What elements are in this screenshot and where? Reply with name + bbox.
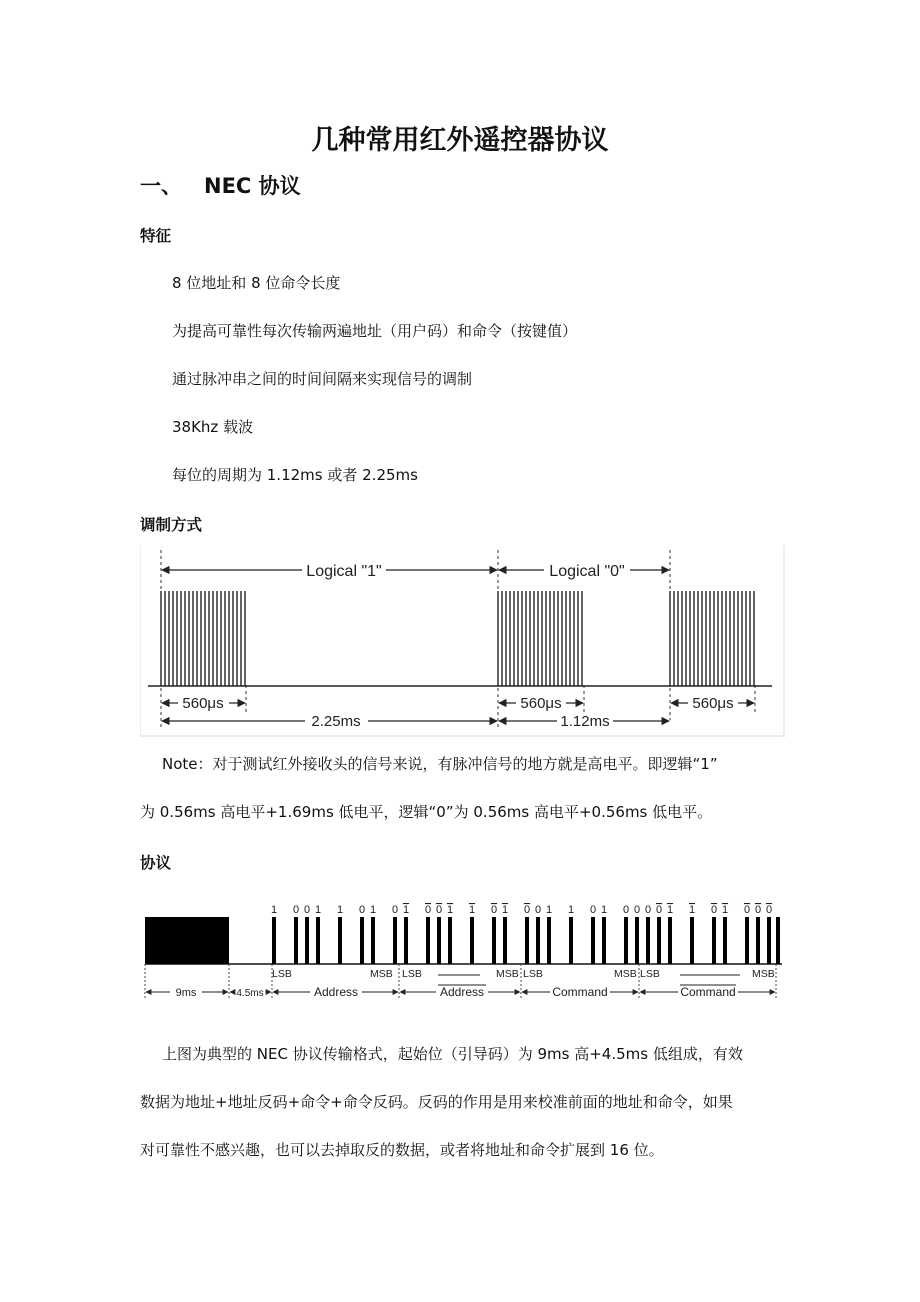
bit-pulse bbox=[404, 917, 408, 964]
bit-value-label: 1 bbox=[468, 904, 476, 916]
feature-item: 通过脉冲串之间的时间间隔来实现信号的调制 bbox=[172, 370, 473, 388]
lsb-label: LSB bbox=[640, 968, 660, 980]
page-title: 几种常用红外遥控器协议 bbox=[311, 125, 609, 156]
msb-label: MSB bbox=[496, 968, 519, 980]
bit-pulse bbox=[492, 917, 496, 964]
note-line: Note：对于测试红外接收头的信号来说，有脉冲信号的地方就是高电平。即逻辑“1” bbox=[162, 755, 718, 773]
logical-zero-label: Logical "0" bbox=[549, 563, 625, 580]
note-line: 为 0.56ms 高电平+1.69ms 低电平，逻辑“0”为 0.56ms 高电平+0.56ms 低电平。 bbox=[140, 803, 713, 821]
address-inverse-label: Address bbox=[439, 985, 485, 999]
bit-value-label: 0 bbox=[303, 904, 311, 916]
feature-item: 为提高可靠性每次传输两遍地址（用户码）和命令（按键值） bbox=[172, 322, 578, 340]
bit-value-label: 1 bbox=[545, 904, 553, 916]
bit-value-label: 0 bbox=[292, 904, 300, 916]
bit-value-label: 0 bbox=[358, 904, 366, 916]
bit-value-label: 0 bbox=[633, 904, 641, 916]
section-number: 一、 bbox=[140, 174, 182, 198]
section-title: NEC 协议 bbox=[204, 174, 301, 198]
bit-value-label: 0 bbox=[622, 904, 630, 916]
pulse-width-label: 560μs bbox=[692, 695, 734, 712]
bit-value-label: 0 bbox=[765, 904, 773, 916]
feature-item: 8 位地址和 8 位命令长度 bbox=[172, 274, 341, 292]
bit-value-label: 1 bbox=[369, 904, 377, 916]
bit-value-label: 1 bbox=[314, 904, 322, 916]
bit-pulse bbox=[624, 917, 628, 964]
modulation-heading: 调制方式 bbox=[140, 516, 203, 534]
description-line: 对可靠性不感兴趣，也可以去掉取反的数据，或者将地址和命令扩展到 16 位。 bbox=[140, 1141, 664, 1159]
bit-pulse bbox=[338, 917, 342, 964]
bit-pulse bbox=[448, 917, 452, 964]
command-label: Command bbox=[552, 985, 608, 999]
bit-value-label: 0 bbox=[710, 904, 718, 916]
bit-pulse bbox=[591, 917, 595, 964]
bit-value-label: 1 bbox=[688, 904, 696, 916]
bit-pulse bbox=[767, 917, 771, 964]
bit-pulse bbox=[294, 917, 298, 964]
bit-pulse bbox=[547, 917, 551, 964]
bit-value-label: 0 bbox=[391, 904, 399, 916]
description-line: 上图为典型的 NEC 协议传输格式，起始位（引导码）为 9ms 高+4.5ms 低组成，有效 bbox=[162, 1045, 743, 1063]
protocol-heading: 协议 bbox=[140, 854, 172, 872]
logical-one-label: Logical "1" bbox=[306, 563, 382, 580]
command-inverse-label: Command bbox=[680, 985, 736, 999]
bit-pulse bbox=[437, 917, 441, 964]
bit-pulse bbox=[756, 917, 760, 964]
bit-value-label: 0 bbox=[743, 904, 751, 916]
bit-value-label: 0 bbox=[589, 904, 597, 916]
bit-pulse bbox=[503, 917, 507, 964]
bit-pulse bbox=[657, 917, 661, 964]
bit-value-label: 0 bbox=[655, 904, 663, 916]
period-zero-label: 1.12ms bbox=[560, 713, 610, 730]
modulation-timing-diagram bbox=[140, 545, 785, 737]
lsb-label: LSB bbox=[402, 968, 422, 980]
bit-pulse bbox=[646, 917, 650, 964]
bit-pulse bbox=[393, 917, 397, 964]
features-heading: 特征 bbox=[140, 227, 172, 245]
address-label: Address bbox=[313, 985, 359, 999]
bit-value-label: 1 bbox=[567, 904, 575, 916]
bit-pulse bbox=[272, 917, 276, 964]
bit-value-label: 0 bbox=[644, 904, 652, 916]
section-heading-nec bbox=[140, 170, 301, 200]
bit-value-label: 1 bbox=[446, 904, 454, 916]
bit-value-label: 1 bbox=[501, 904, 509, 916]
bit-value-label: 0 bbox=[435, 904, 443, 916]
pulse-width-label: 560μs bbox=[520, 695, 562, 712]
bit-pulse bbox=[426, 917, 430, 964]
bit-pulse bbox=[536, 917, 540, 964]
nec-frame-diagram bbox=[140, 895, 785, 1013]
bit-value-label: 0 bbox=[523, 904, 531, 916]
stop-pulse bbox=[776, 917, 780, 964]
bit-value-label: 1 bbox=[666, 904, 674, 916]
bit-pulse bbox=[745, 917, 749, 964]
pulse-width-label: 560μs bbox=[182, 695, 224, 712]
bit-value-label: 0 bbox=[754, 904, 762, 916]
bit-pulse bbox=[470, 917, 474, 964]
leader-duration-label: 9ms bbox=[175, 987, 197, 999]
bit-pulse bbox=[712, 917, 716, 964]
bit-pulse bbox=[305, 917, 309, 964]
bit-value-label: 0 bbox=[490, 904, 498, 916]
bit-pulse bbox=[360, 917, 364, 964]
feature-item: 38Khz 载波 bbox=[172, 418, 254, 436]
bit-pulse bbox=[635, 917, 639, 964]
feature-item: 每位的周期为 1.12ms 或者 2.25ms bbox=[172, 466, 418, 484]
period-one-label: 2.25ms bbox=[311, 713, 361, 730]
space-duration-label: 4.5ms bbox=[236, 988, 264, 999]
leader-pulse bbox=[145, 917, 229, 964]
description-line: 数据为地址+地址反码+命令+命令反码。反码的作用是用来校准前面的地址和命令，如果 bbox=[140, 1093, 733, 1111]
bit-pulse bbox=[602, 917, 606, 964]
bit-value-label: 0 bbox=[534, 904, 542, 916]
bit-pulse bbox=[316, 917, 320, 964]
bit-value-label: 1 bbox=[721, 904, 729, 916]
bit-value-label: 1 bbox=[600, 904, 608, 916]
msb-label: MSB bbox=[370, 968, 393, 980]
bit-pulse bbox=[723, 917, 727, 964]
msb-label: MSB bbox=[752, 968, 775, 980]
bit-value-label: 1 bbox=[270, 904, 278, 916]
bit-pulse bbox=[569, 917, 573, 964]
bit-pulse bbox=[668, 917, 672, 964]
bit-pulse bbox=[690, 917, 694, 964]
bit-pulse bbox=[525, 917, 529, 964]
bit-pulse bbox=[371, 917, 375, 964]
lsb-label: LSB bbox=[523, 968, 543, 980]
bit-value-label: 1 bbox=[336, 904, 344, 916]
bit-value-label: 0 bbox=[424, 904, 432, 916]
msb-label: MSB bbox=[614, 968, 637, 980]
lsb-label: LSB bbox=[272, 968, 292, 980]
bit-value-label: 1 bbox=[402, 904, 410, 916]
